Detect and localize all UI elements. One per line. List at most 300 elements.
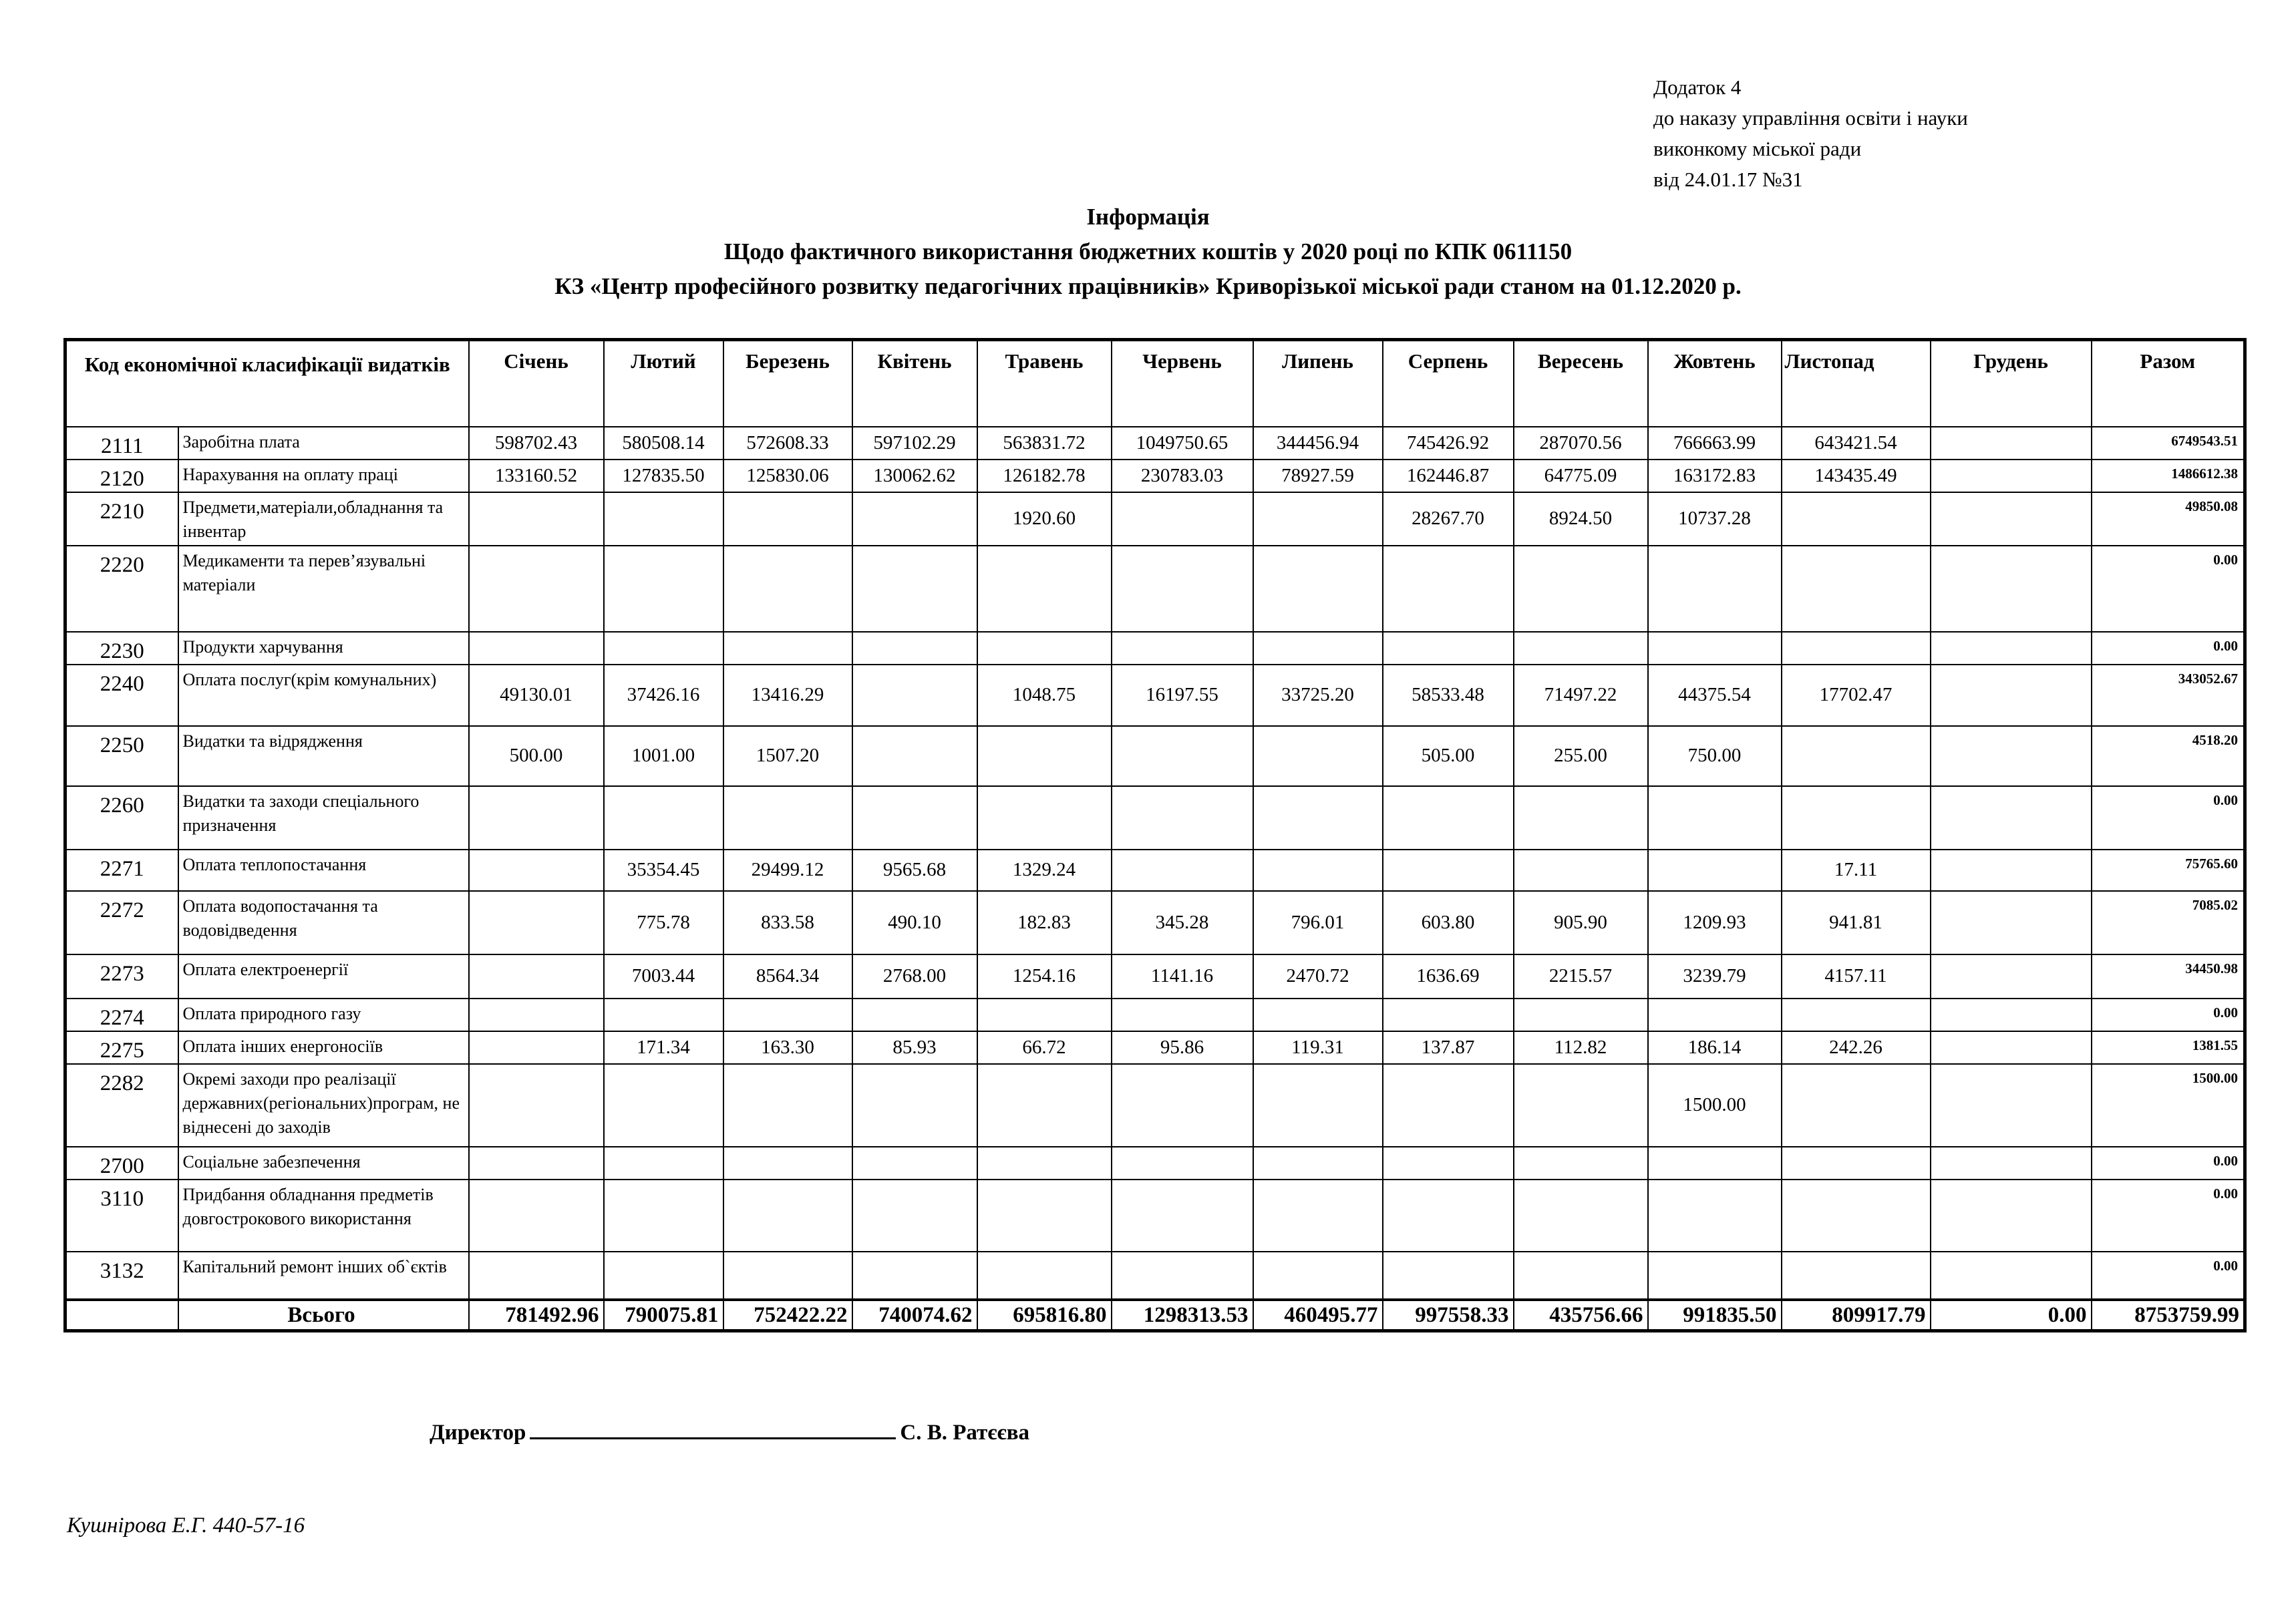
row-month-value [1931, 427, 2092, 460]
header-month: Жовтень [1648, 340, 1782, 427]
row-month-value [1112, 1252, 1253, 1300]
row-month-value: 255.00 [1514, 726, 1648, 786]
row-month-value [1648, 546, 1782, 632]
row-month-value [1514, 1064, 1648, 1147]
row-month-value: 49130.01 [469, 665, 604, 726]
row-month-value [1253, 1252, 1383, 1300]
row-month-value: 8924.50 [1514, 492, 1648, 546]
row-month-value [469, 632, 604, 665]
row-month-value [469, 1147, 604, 1180]
table-row [65, 850, 2245, 891]
row-month-value: 35354.45 [604, 850, 723, 891]
row-month-value: 1209.93 [1648, 891, 1782, 954]
row-month-value [469, 492, 604, 546]
row-month-value: 58533.48 [1383, 665, 1514, 726]
row-month-value: 750.00 [1648, 726, 1782, 786]
row-month-value [1514, 546, 1648, 632]
row-month-value [1931, 546, 2092, 632]
row-month-value [469, 999, 604, 1031]
total-month-value: 0.00 [1931, 1300, 2092, 1331]
row-code: 2282 [65, 1064, 178, 1147]
row-month-value [1931, 850, 2092, 891]
row-month-value [1112, 999, 1253, 1031]
row-month-value: 287070.56 [1514, 427, 1648, 460]
row-month-value [1253, 1180, 1383, 1252]
row-month-value [977, 1064, 1112, 1147]
row-name: Соціальне забезпечення [178, 1147, 469, 1180]
row-month-value: 71497.22 [1514, 665, 1648, 726]
document-subtitle: Щодо фактичного використання бюджетних коштів у 2020 році по КПК 0611150 [723, 238, 1573, 264]
table-row [65, 954, 2245, 999]
total-month-value: 752422.22 [723, 1300, 852, 1331]
row-month-value [1514, 850, 1648, 891]
row-month-value [1782, 999, 1931, 1031]
row-month-value: 8564.34 [723, 954, 852, 999]
row-code: 2274 [65, 999, 178, 1031]
row-month-value [1112, 1064, 1253, 1147]
row-month-value: 126182.78 [977, 460, 1112, 492]
row-month-value [469, 891, 604, 954]
row-month-value [1112, 786, 1253, 850]
row-month-value: 44375.54 [1648, 665, 1782, 726]
row-month-value: 1001.00 [604, 726, 723, 786]
row-month-value [1383, 1147, 1514, 1180]
row-name: Оплата електроенергії [178, 954, 469, 999]
row-total-value: 49850.08 [2092, 492, 2245, 546]
document-subtitle-org: КЗ «Центр професійного розвитку педагогічних працівників» Криворізької міської ради станом на 01.12.2020 р. [554, 273, 1742, 299]
row-month-value: 64775.09 [1514, 460, 1648, 492]
row-month-value: 941.81 [1782, 891, 1931, 954]
row-month-value [1383, 632, 1514, 665]
header-month: Лютий [604, 340, 723, 427]
row-month-value: 125830.06 [723, 460, 852, 492]
row-month-value [1648, 632, 1782, 665]
header-month: Квітень [852, 340, 977, 427]
total-month-value: 460495.77 [1253, 1300, 1383, 1331]
row-month-value: 95.86 [1112, 1031, 1253, 1064]
row-month-value [1253, 786, 1383, 850]
row-month-value [1112, 1147, 1253, 1180]
row-month-value: 1141.16 [1112, 954, 1253, 999]
total-month-value: 790075.81 [604, 1300, 723, 1331]
row-month-value: 344456.94 [1253, 427, 1383, 460]
row-code: 2273 [65, 954, 178, 999]
row-month-value [469, 954, 604, 999]
table-row [65, 546, 2245, 632]
row-name: Капітальний ремонт інших об`єктів [178, 1252, 469, 1300]
header-month: Липень [1253, 340, 1383, 427]
row-month-value [1931, 786, 2092, 850]
row-total-value: 1500.00 [2092, 1064, 2245, 1147]
row-total-value: 6749543.51 [2092, 427, 2245, 460]
row-month-value: 1636.69 [1383, 954, 1514, 999]
row-month-value [1931, 1180, 2092, 1252]
row-month-value: 1329.24 [977, 850, 1112, 891]
row-total-value: 0.00 [2092, 786, 2245, 850]
row-month-value: 3239.79 [1648, 954, 1782, 999]
annex-line-3: виконкому міської ради [1653, 137, 1862, 160]
row-month-value [1383, 999, 1514, 1031]
row-month-value [1112, 632, 1253, 665]
row-month-value: 182.83 [977, 891, 1112, 954]
row-month-value [1648, 1252, 1782, 1300]
document-title: Інформація [1086, 204, 1210, 230]
row-month-value [1112, 726, 1253, 786]
row-month-value [1782, 492, 1931, 546]
table-row [65, 726, 2245, 786]
row-month-value [604, 546, 723, 632]
table-row [65, 786, 2245, 850]
row-month-value: 2470.72 [1253, 954, 1383, 999]
table-row [65, 1031, 2245, 1064]
row-month-value [723, 492, 852, 546]
row-name: Придбання обладнання предметів довгострокового використання [178, 1180, 469, 1252]
row-month-value: 66.72 [977, 1031, 1112, 1064]
row-month-value: 766663.99 [1648, 427, 1782, 460]
total-month-value: 695816.80 [977, 1300, 1112, 1331]
row-month-value [1514, 1252, 1648, 1300]
row-month-value [1514, 786, 1648, 850]
row-code: 2271 [65, 850, 178, 891]
row-month-value [1112, 850, 1253, 891]
row-month-value [1931, 460, 2092, 492]
row-month-value [1383, 1252, 1514, 1300]
row-month-value: 85.93 [852, 1031, 977, 1064]
row-month-value [1253, 999, 1383, 1031]
row-month-value: 17.11 [1782, 850, 1931, 891]
row-name: Медикаменти та перев’язувальні матеріали [178, 546, 469, 632]
table-header-row [65, 340, 2245, 427]
row-name: Оплата послуг(крім комунальних) [178, 665, 469, 726]
header-month: Березень [723, 340, 852, 427]
executor-note: Кушнірова Е.Г. 440-57-16 [67, 1513, 305, 1538]
row-month-value [1931, 954, 2092, 999]
row-month-value [723, 1180, 852, 1252]
row-month-value [1931, 665, 2092, 726]
row-month-value [1253, 1147, 1383, 1180]
row-month-value: 833.58 [723, 891, 852, 954]
row-code: 3132 [65, 1252, 178, 1300]
row-month-value [852, 999, 977, 1031]
row-month-value: 572608.33 [723, 427, 852, 460]
row-month-value: 163.30 [723, 1031, 852, 1064]
row-month-value: 597102.29 [852, 427, 977, 460]
row-month-value [1931, 999, 2092, 1031]
row-month-value [1648, 1147, 1782, 1180]
row-month-value [1782, 546, 1931, 632]
header-month: Грудень [1931, 340, 2092, 427]
row-month-value: 10737.28 [1648, 492, 1782, 546]
row-month-value [1782, 1180, 1931, 1252]
row-month-value: 1049750.65 [1112, 427, 1253, 460]
row-month-value: 643421.54 [1782, 427, 1931, 460]
row-month-value: 163172.83 [1648, 460, 1782, 492]
row-month-value [1383, 546, 1514, 632]
table-row [65, 492, 2245, 546]
row-month-value: 16197.55 [1112, 665, 1253, 726]
row-month-value: 1254.16 [977, 954, 1112, 999]
row-month-value: 563831.72 [977, 427, 1112, 460]
row-month-value [1782, 786, 1931, 850]
row-month-value [1383, 850, 1514, 891]
row-month-value [1648, 999, 1782, 1031]
row-month-value: 119.31 [1253, 1031, 1383, 1064]
row-code: 2210 [65, 492, 178, 546]
row-code: 2272 [65, 891, 178, 954]
row-name: Видатки та заходи спеціального призначення [178, 786, 469, 850]
row-total-value: 4518.20 [2092, 726, 2245, 786]
table-row [65, 1064, 2245, 1147]
table-row [65, 460, 2245, 492]
table-row [65, 665, 2245, 726]
row-month-value [469, 1064, 604, 1147]
row-month-value: 17702.47 [1782, 665, 1931, 726]
grand-total-value: 8753759.99 [2092, 1300, 2245, 1331]
row-month-value [469, 850, 604, 891]
row-month-value [852, 1180, 977, 1252]
row-code: 2120 [65, 460, 178, 492]
row-month-value [852, 1252, 977, 1300]
row-month-value [1383, 1064, 1514, 1147]
row-month-value: 29499.12 [723, 850, 852, 891]
row-month-value [852, 786, 977, 850]
row-month-value [723, 1064, 852, 1147]
row-month-value [1782, 632, 1931, 665]
row-month-value: 1507.20 [723, 726, 852, 786]
total-month-value: 997558.33 [1383, 1300, 1514, 1331]
table-row [65, 999, 2245, 1031]
header-classification: Код економічної класифікації видатків [65, 340, 469, 427]
row-month-value [852, 632, 977, 665]
total-month-value: 435756.66 [1514, 1300, 1648, 1331]
row-month-value [977, 1147, 1112, 1180]
row-month-value [604, 1064, 723, 1147]
row-code: 2250 [65, 726, 178, 786]
row-month-value: 7003.44 [604, 954, 723, 999]
table-row [65, 427, 2245, 460]
row-total-value: 75765.60 [2092, 850, 2245, 891]
row-month-value [1112, 1180, 1253, 1252]
row-month-value: 130062.62 [852, 460, 977, 492]
row-month-value [1931, 1031, 2092, 1064]
row-month-value: 4157.11 [1782, 954, 1931, 999]
annex-line-2: до наказу управління освіти і науки [1653, 106, 1968, 130]
row-month-value: 2768.00 [852, 954, 977, 999]
row-month-value: 230783.03 [1112, 460, 1253, 492]
row-month-value [469, 1252, 604, 1300]
annex-block [1653, 72, 1968, 195]
row-code: 3110 [65, 1180, 178, 1252]
row-month-value [604, 1180, 723, 1252]
row-month-value [1383, 1180, 1514, 1252]
row-month-value [852, 665, 977, 726]
row-total-value: 0.00 [2092, 1180, 2245, 1252]
total-month-value: 991835.50 [1648, 1300, 1782, 1331]
row-month-value [469, 546, 604, 632]
row-month-value: 133160.52 [469, 460, 604, 492]
row-month-value [977, 546, 1112, 632]
row-month-value [469, 1180, 604, 1252]
row-month-value: 505.00 [1383, 726, 1514, 786]
table-row [65, 632, 2245, 665]
row-month-value [977, 1252, 1112, 1300]
row-month-value [1782, 1252, 1931, 1300]
row-month-value: 186.14 [1648, 1031, 1782, 1064]
row-month-value: 796.01 [1253, 891, 1383, 954]
row-month-value: 143435.49 [1782, 460, 1931, 492]
row-name: Видатки та відрядження [178, 726, 469, 786]
row-month-value: 78927.59 [1253, 460, 1383, 492]
row-name: Заробітна плата [178, 427, 469, 460]
row-month-value: 171.34 [604, 1031, 723, 1064]
row-month-value: 37426.16 [604, 665, 723, 726]
row-month-value: 598702.43 [469, 427, 604, 460]
row-month-value [723, 1252, 852, 1300]
row-month-value [1514, 1147, 1648, 1180]
total-code-cell [65, 1300, 178, 1331]
row-code: 2230 [65, 632, 178, 665]
row-code: 2220 [65, 546, 178, 632]
row-total-value: 0.00 [2092, 1252, 2245, 1300]
row-code: 2111 [65, 427, 178, 460]
row-month-value: 603.80 [1383, 891, 1514, 954]
header-month: Червень [1112, 340, 1253, 427]
row-month-value [723, 1147, 852, 1180]
table-row [65, 1180, 2245, 1252]
row-month-value: 580508.14 [604, 427, 723, 460]
row-name: Оплата природного газу [178, 999, 469, 1031]
signature-blank [530, 1417, 896, 1439]
row-month-value [604, 786, 723, 850]
total-row [65, 1300, 2245, 1331]
header-month: Травень [977, 340, 1112, 427]
row-total-value: 0.00 [2092, 546, 2245, 632]
header-month: Серпень [1383, 340, 1514, 427]
row-month-value: 1048.75 [977, 665, 1112, 726]
row-month-value [1931, 1252, 2092, 1300]
row-month-value [1931, 632, 2092, 665]
total-month-value: 781492.96 [469, 1300, 604, 1331]
row-total-value: 0.00 [2092, 1147, 2245, 1180]
row-month-value [1383, 786, 1514, 850]
row-month-value [1112, 492, 1253, 546]
row-month-value [604, 492, 723, 546]
signature-line [430, 1417, 1029, 1445]
row-month-value [1931, 891, 2092, 954]
row-name: Оплата інших енергоносіїв [178, 1031, 469, 1064]
row-code: 2700 [65, 1147, 178, 1180]
row-month-value: 345.28 [1112, 891, 1253, 954]
row-name: Оплата теплопостачання [178, 850, 469, 891]
row-month-value [977, 726, 1112, 786]
header-month: Січень [469, 340, 604, 427]
header-month: Вересень [1514, 340, 1648, 427]
row-month-value [852, 546, 977, 632]
row-month-value [604, 999, 723, 1031]
total-month-value: 740074.62 [852, 1300, 977, 1331]
row-month-value: 242.26 [1782, 1031, 1931, 1064]
row-month-value [604, 632, 723, 665]
row-month-value [1253, 632, 1383, 665]
total-month-value: 1298313.53 [1112, 1300, 1253, 1331]
row-total-value: 7085.02 [2092, 891, 2245, 954]
row-month-value: 33725.20 [1253, 665, 1383, 726]
row-month-value [1648, 850, 1782, 891]
row-month-value: 137.87 [1383, 1031, 1514, 1064]
row-month-value [723, 999, 852, 1031]
row-total-value: 34450.98 [2092, 954, 2245, 999]
row-month-value [1514, 999, 1648, 1031]
row-month-value [1931, 1147, 2092, 1180]
row-month-value: 13416.29 [723, 665, 852, 726]
row-month-value [1253, 726, 1383, 786]
row-month-value: 28267.70 [1383, 492, 1514, 546]
row-month-value [852, 726, 977, 786]
row-month-value [1931, 492, 2092, 546]
row-month-value [1253, 850, 1383, 891]
table-row [65, 1147, 2245, 1180]
row-month-value [852, 1147, 977, 1180]
row-month-value: 490.10 [852, 891, 977, 954]
row-month-value: 1500.00 [1648, 1064, 1782, 1147]
row-month-value [1648, 1180, 1782, 1252]
total-month-value: 809917.79 [1782, 1300, 1931, 1331]
header-total: Разом [2092, 340, 2245, 427]
row-month-value [852, 492, 977, 546]
row-name: Продукти харчування [178, 632, 469, 665]
row-month-value: 112.82 [1514, 1031, 1648, 1064]
row-month-value [1782, 1064, 1931, 1147]
row-month-value: 1920.60 [977, 492, 1112, 546]
row-month-value: 162446.87 [1383, 460, 1514, 492]
row-total-value: 0.00 [2092, 999, 2245, 1031]
row-month-value [1514, 1180, 1648, 1252]
row-total-value: 1381.55 [2092, 1031, 2245, 1064]
row-month-value: 2215.57 [1514, 954, 1648, 999]
row-month-value [1931, 1064, 2092, 1147]
table-row [65, 1252, 2245, 1300]
annex-line-4: від 24.01.17 №31 [1653, 168, 1803, 191]
row-month-value [1514, 632, 1648, 665]
row-total-value: 343052.67 [2092, 665, 2245, 726]
table-row [65, 891, 2245, 954]
row-name: Предмети,матеріали,обладнання та інвентар [178, 492, 469, 546]
row-month-value [1112, 546, 1253, 632]
row-month-value [977, 632, 1112, 665]
row-month-value [1782, 726, 1931, 786]
row-month-value: 775.78 [604, 891, 723, 954]
total-label: Всього [178, 1300, 469, 1331]
row-month-value [1253, 492, 1383, 546]
row-code: 2240 [65, 665, 178, 726]
row-name: Нарахування на оплату праці [178, 460, 469, 492]
row-month-value [1648, 786, 1782, 850]
row-month-value [1253, 546, 1383, 632]
row-month-value: 9565.68 [852, 850, 977, 891]
row-total-value: 0.00 [2092, 632, 2245, 665]
header-month: Листопад [1782, 340, 1931, 427]
row-month-value [1253, 1064, 1383, 1147]
row-code: 2275 [65, 1031, 178, 1064]
row-month-value [723, 786, 852, 850]
row-month-value [723, 632, 852, 665]
row-month-value: 500.00 [469, 726, 604, 786]
row-month-value: 127835.50 [604, 460, 723, 492]
row-month-value [977, 1180, 1112, 1252]
director-role: Директор [430, 1421, 526, 1445]
row-name: Оплата водопостачання та водовідведення [178, 891, 469, 954]
row-month-value [469, 786, 604, 850]
